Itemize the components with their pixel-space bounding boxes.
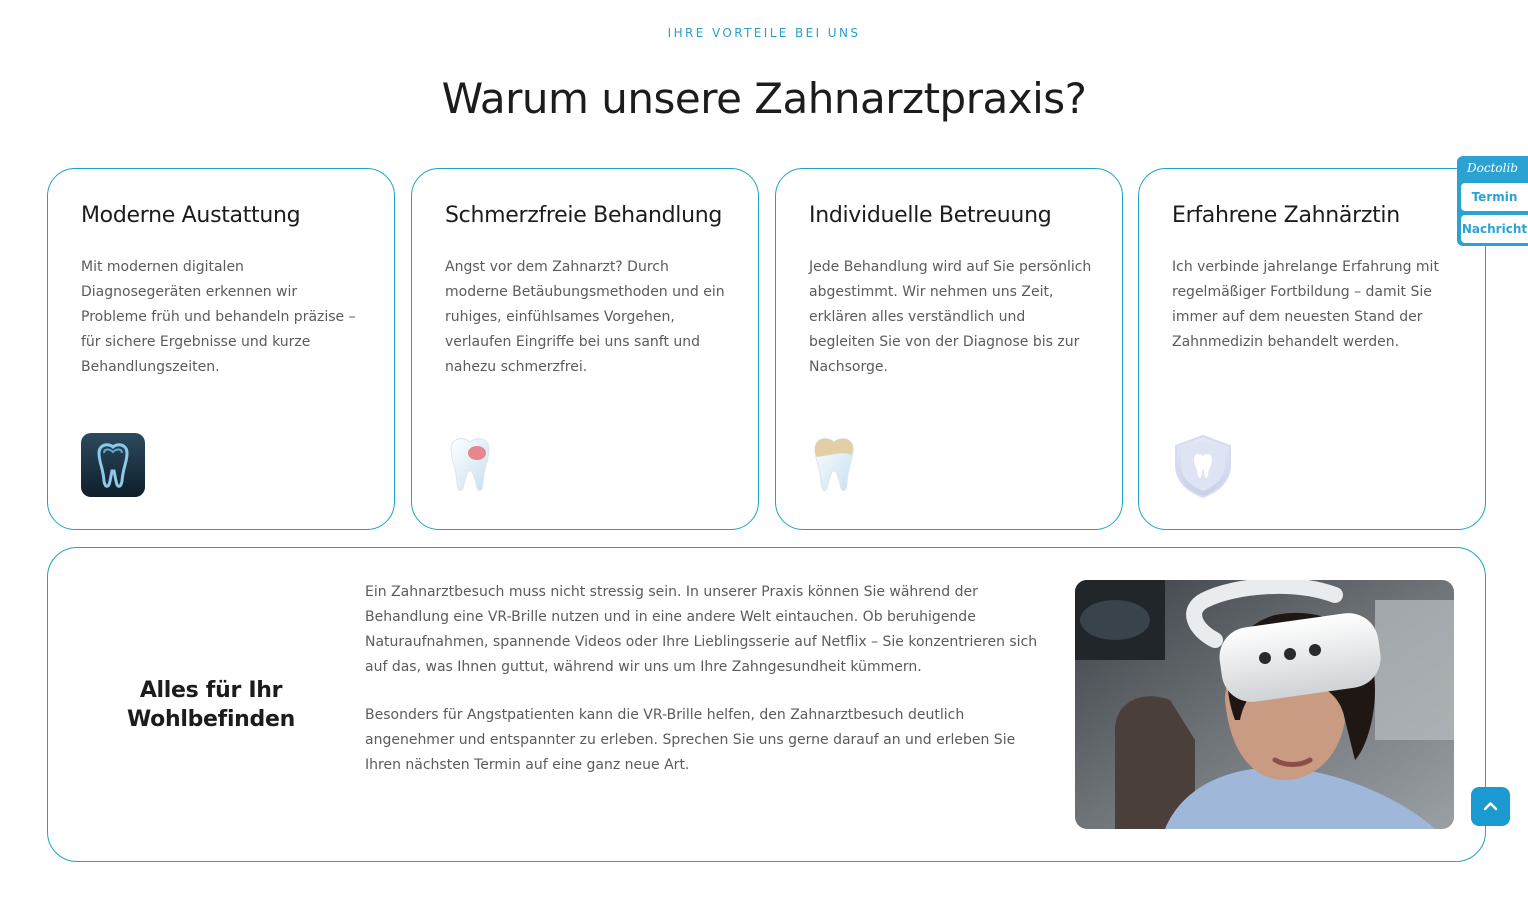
card-title: Individuelle Betreuung	[809, 203, 1052, 228]
feature-card-painless-treatment	[411, 168, 759, 530]
section-heading: Warum unsere Zahnarztpraxis?	[441, 74, 1087, 123]
wellbeing-text	[365, 580, 1055, 778]
card-text: Jede Behandlung wird auf Sie persönlich abgestimmt. Wir nehmen uns Zeit, erklären alles verständlich und begleiten Sie von der Diagnose bis zur Nachsorge.	[809, 259, 1092, 375]
card-title: Schmerzfreie Behandlung	[445, 203, 723, 228]
feature-card-modern-equipment	[47, 168, 395, 530]
tooth-xray-icon	[81, 433, 147, 499]
card-text: Angst vor dem Zahnarzt? Durch moderne Betäubungsmethoden und ein ruhiges, einfühlsames Vorgehen, verlaufen Eingriffe bei uns sanft und nahezu schmerzfrei.	[445, 259, 725, 375]
tooth-crown-icon	[809, 433, 875, 499]
section-eyebrow: IHRE VORTEILE BEI UNS	[667, 26, 861, 40]
chevron-up-icon	[1471, 787, 1510, 826]
tooth-pain-icon	[445, 433, 511, 499]
card-text: Mit modernen digitalen Diagnosegeräten erkennen wir Probleme früh und behandeln präzise – für sichere Ergebnisse und kurze Behandlungszeiten.	[81, 259, 356, 375]
card-text: Ich verbinde jahrelange Erfahrung mit regelmäßiger Fortbildung – damit Sie immer auf dem neuesten Stand der Zahnmedizin behandelt werden.	[1172, 259, 1439, 350]
doctolib-logo[interactable]: Doctolib	[1467, 161, 1518, 175]
doctolib-widget	[1457, 156, 1528, 246]
wellbeing-paragraph-1: Ein Zahnarztbesuch muss nicht stressig sein. In unserer Praxis können Sie während der Behandlung eine VR-Brille nutzen und in eine andere Welt eintauchen. Ob beruhigende Naturaufnahmen, spannende Videos oder Ihre Lieblingsserie auf Netflix – Sie konzentrieren sich auf das, was Ihnen guttut, während wir uns um Ihre Zahngesundheit kümmern.	[365, 584, 1038, 675]
tooth-shield-icon	[1172, 433, 1238, 499]
card-title: Moderne Austattung	[81, 203, 301, 228]
wellbeing-title: Alles für Ihr Wohlbefinden	[127, 678, 295, 732]
feature-card-experienced-dentist	[1138, 168, 1486, 530]
doctolib-termin-button[interactable]: Termin	[1461, 183, 1528, 211]
scroll-to-top-button[interactable]	[1471, 787, 1510, 826]
doctolib-nachricht-button[interactable]: Nachricht	[1461, 215, 1528, 243]
vr-headset-patient-photo	[1075, 580, 1454, 829]
wellbeing-paragraph-2: Besonders für Angstpatienten kann die VR-Brille helfen, den Zahnarztbesuch deutlich angenehmer und entspannter zu erleben. Sprechen Sie uns gerne darauf an und erleben Sie Ihren nächsten Termin auf eine ganz neue Art.	[365, 707, 1016, 773]
feature-card-individual-care	[775, 168, 1123, 530]
card-title: Erfahrene Zahnärztin	[1172, 203, 1400, 228]
wellbeing-card	[47, 547, 1486, 862]
